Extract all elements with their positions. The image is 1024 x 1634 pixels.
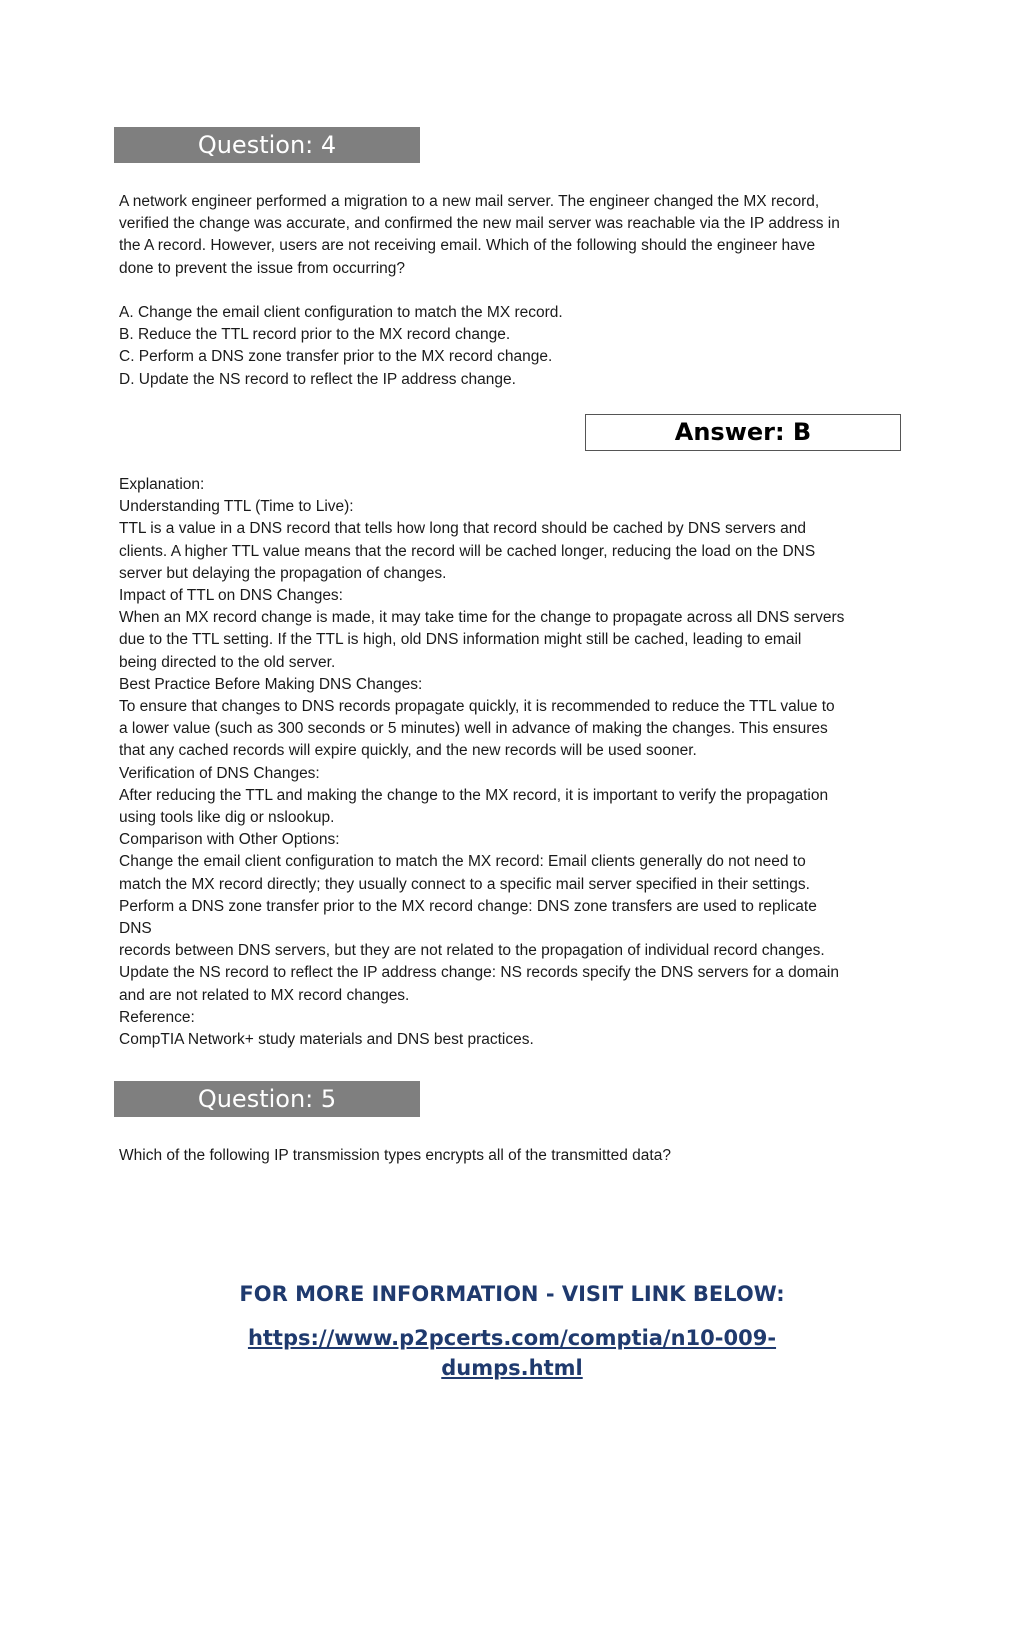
more-info-link-line-1[interactable]: https://www.p2pcerts.com/comptia/n10-009- — [247, 1326, 777, 1350]
more-info-link-line-2[interactable]: dumps.html — [441, 1356, 583, 1380]
explanation-line: When an MX record change is made, it may take time for the change to propagate across all DNS servers — [119, 609, 845, 627]
question-4-line: the A record. However, users are not receiving email. Which of the following should the engineer have — [119, 237, 816, 255]
question-5-text — [119, 1145, 899, 1167]
explanation-line: Impact of TTL on DNS Changes: — [119, 587, 343, 605]
question-4-line: done to prevent the issue from occurring? — [119, 259, 406, 277]
option-a: A. Change the email client configuration to match the MX record. — [119, 304, 563, 321]
question-4-text — [119, 191, 899, 280]
answer-box: Answer: B — [585, 414, 901, 451]
explanation-line: Update the NS record to reflect the IP address change: NS records specify the DNS servers for a domain — [119, 964, 839, 982]
explanation-line: CompTIA Network+ study materials and DNS best practices. — [119, 1031, 534, 1049]
explanation-line: To ensure that changes to DNS records propagate quickly, it is recommended to reduce the TTL value to — [119, 698, 835, 716]
more-info-heading: FOR MORE INFORMATION - VISIT LINK BELOW: — [239, 1282, 785, 1306]
explanation-line: being directed to the old server. — [119, 653, 336, 671]
explanation-line: records between DNS servers, but they are not related to the propagation of individual record changes. — [119, 942, 825, 960]
explanation-line: clients. A higher TTL value means that the record will be cached longer, reducing the load on the DNS — [119, 542, 816, 560]
option-d: D. Update the NS record to reflect the IP address change. — [119, 370, 516, 388]
question-4-line: verified the change was accurate, and confirmed the new mail server was reachable via the IP address in — [119, 215, 840, 233]
question-4-options — [119, 302, 899, 391]
explanation-line: a lower value (such as 300 seconds or 5 minutes) well in advance of making the changes. This ensures — [119, 720, 828, 738]
explanation-line: Understanding TTL (Time to Live): — [119, 498, 354, 516]
question-4-header: Question: 4 — [114, 127, 420, 163]
more-info-link[interactable] — [212, 1323, 812, 1383]
explanation-line: DNS — [119, 920, 152, 938]
explanation — [119, 474, 899, 1051]
explanation-line: server but delaying the propagation of changes. — [119, 564, 447, 582]
question-5-header: Question: 5 — [114, 1081, 420, 1117]
explanation-line: match the MX record directly; they usually connect to a specific mail server specified in their settings. — [119, 875, 810, 893]
explanation-line: due to the TTL setting. If the TTL is high, old DNS information might still be cached, leading to email — [119, 631, 802, 649]
explanation-line: After reducing the TTL and making the change to the MX record, it is important to verify the propagation — [119, 786, 829, 804]
option-c: C. Perform a DNS zone transfer prior to the MX record change. — [119, 348, 553, 366]
explanation-line: that any cached records will expire quickly, and the new records will be used sooner. — [119, 742, 697, 760]
question-4-line: A network engineer performed a migration to a new mail server. The engineer changed the MX record, — [119, 193, 820, 210]
explanation-line: TTL is a value in a DNS record that tells how long that record should be cached by DNS servers and — [119, 520, 806, 538]
explanation-line: Reference: — [119, 1008, 195, 1026]
question-5-line: Which of the following IP transmission types encrypts all of the transmitted data? — [119, 1147, 671, 1164]
explanation-line: using tools like dig or nslookup. — [119, 809, 335, 827]
explanation-line: Verification of DNS Changes: — [119, 764, 320, 782]
explanation-line: Explanation: — [119, 476, 205, 493]
explanation-line: Comparison with Other Options: — [119, 831, 340, 849]
explanation-line: Best Practice Before Making DNS Changes: — [119, 675, 423, 693]
explanation-line: and are not related to MX record changes. — [119, 986, 410, 1004]
option-b: B. Reduce the TTL record prior to the MX record change. — [119, 326, 511, 344]
explanation-line: Change the email client configuration to match the MX record: Email clients generally do not need to — [119, 853, 806, 871]
explanation-line: Perform a DNS zone transfer prior to the MX record change: DNS zone transfers are used to replicate — [119, 897, 817, 915]
